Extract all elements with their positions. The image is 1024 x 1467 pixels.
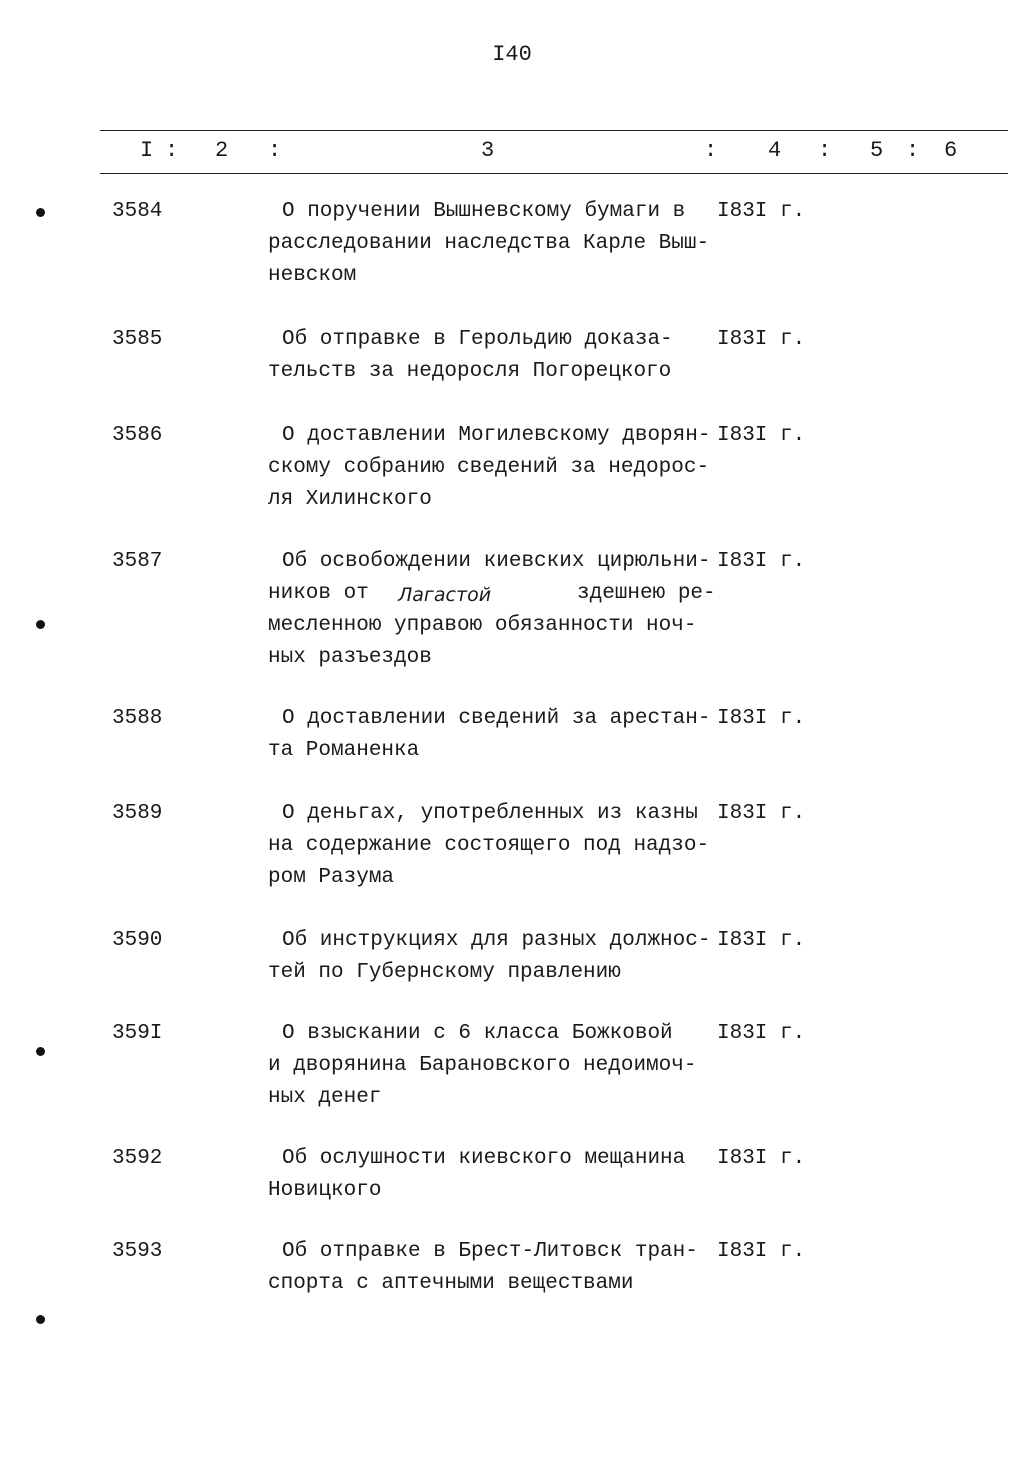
col-sep: : bbox=[704, 138, 718, 163]
entry-year: I83I г. bbox=[717, 200, 806, 223]
entry-number: 3586 bbox=[112, 424, 163, 447]
entry-text-line: О деньгах, употребленных из казны bbox=[282, 802, 698, 825]
col-sep: : bbox=[818, 138, 832, 163]
punch-hole-mark bbox=[36, 1047, 45, 1056]
entry-text-line: на содержание состоящего под надзо- bbox=[268, 834, 710, 857]
header-bottom-rule bbox=[100, 173, 1008, 174]
entry-year: I83I г. bbox=[717, 1147, 806, 1170]
entry-text-line: О взыскании с 6 класса Божковой bbox=[282, 1022, 673, 1045]
punch-hole-mark bbox=[36, 1315, 45, 1324]
col-sep: : bbox=[906, 138, 920, 163]
entry-year: I83I г. bbox=[717, 802, 806, 825]
entry-number: 3588 bbox=[112, 707, 163, 730]
entry-number: 359I bbox=[112, 1022, 163, 1045]
entry-text-line: Новицкого bbox=[268, 1179, 382, 1202]
entry-number: 3589 bbox=[112, 802, 163, 825]
col-header-1: I bbox=[140, 138, 154, 163]
entry-text-line: Об освобождении киевских цирюльни- bbox=[282, 550, 711, 573]
entry-number: 3590 bbox=[112, 929, 163, 952]
entry-year: I83I г. bbox=[717, 328, 806, 351]
page-number: I40 bbox=[492, 42, 532, 67]
entry-year: I83I г. bbox=[717, 1240, 806, 1263]
col-header-3: 3 bbox=[481, 138, 495, 163]
entry-text-line: скому собранию сведений за недорос- bbox=[268, 456, 710, 479]
col-header-2: 2 bbox=[215, 138, 229, 163]
entry-text-line: О доставлении сведений за арестан- bbox=[282, 707, 711, 730]
col-header-6: 6 bbox=[944, 138, 958, 163]
entry-text-line: месленною управою обязанности ноч- bbox=[268, 614, 697, 637]
col-header-5: 5 bbox=[870, 138, 884, 163]
entry-text-line: тельств за недоросля Погорецкого bbox=[268, 360, 672, 383]
entry-text-line: здешнею ре- bbox=[577, 582, 716, 605]
entry-year: I83I г. bbox=[717, 550, 806, 573]
entry-number: 3587 bbox=[112, 550, 163, 573]
punch-hole-mark bbox=[36, 208, 45, 217]
col-sep: : bbox=[165, 138, 179, 163]
entry-text-line: ром Разума bbox=[268, 866, 395, 889]
entry-text-line: Об отправке в Герольдию доказа- bbox=[282, 328, 673, 351]
entry-year: I83I г. bbox=[717, 707, 806, 730]
entry-text-line: ля Хилинского bbox=[268, 488, 432, 511]
entry-text-line: и дворянина Барановского недоимоч- bbox=[268, 1054, 697, 1077]
entry-text-line: тей по Губернскому правлению bbox=[268, 961, 621, 984]
entry-year: I83I г. bbox=[717, 424, 806, 447]
punch-hole-mark bbox=[36, 620, 45, 629]
entry-number: 3584 bbox=[112, 200, 163, 223]
entry-text-line: О поручении Вышневскому бумаги в bbox=[282, 200, 686, 223]
entry-number: 3593 bbox=[112, 1240, 163, 1263]
entry-text-line: та Романенка bbox=[268, 739, 420, 762]
entry-year: I83I г. bbox=[717, 929, 806, 952]
entry-text-line: Об инструкциях для разных должнос- bbox=[282, 929, 711, 952]
entry-text-line: Об отправке в Брест-Литовск тран- bbox=[282, 1240, 698, 1263]
entry-text-line: ных денег bbox=[268, 1086, 382, 1109]
entry-number: 3585 bbox=[112, 328, 163, 351]
entry-text-line: Об ослушности киевского мещанина bbox=[282, 1147, 686, 1170]
entry-text-line: ников от bbox=[268, 582, 369, 605]
col-sep: : bbox=[268, 138, 282, 163]
entry-text-line: спорта с аптечными веществами bbox=[268, 1272, 634, 1295]
header-top-rule bbox=[100, 130, 1008, 131]
col-header-4: 4 bbox=[768, 138, 782, 163]
entry-year: I83I г. bbox=[717, 1022, 806, 1045]
entry-text-line: ных разъездов bbox=[268, 646, 432, 669]
entry-text-line: расследовании наследства Карле Выш- bbox=[268, 232, 710, 255]
entry-text-line: О доставлении Могилевскому дворян- bbox=[282, 424, 711, 447]
entry-text-line: невском bbox=[268, 264, 357, 287]
entry-number: 3592 bbox=[112, 1147, 163, 1170]
handwritten-insert: Лагастой bbox=[398, 584, 492, 606]
